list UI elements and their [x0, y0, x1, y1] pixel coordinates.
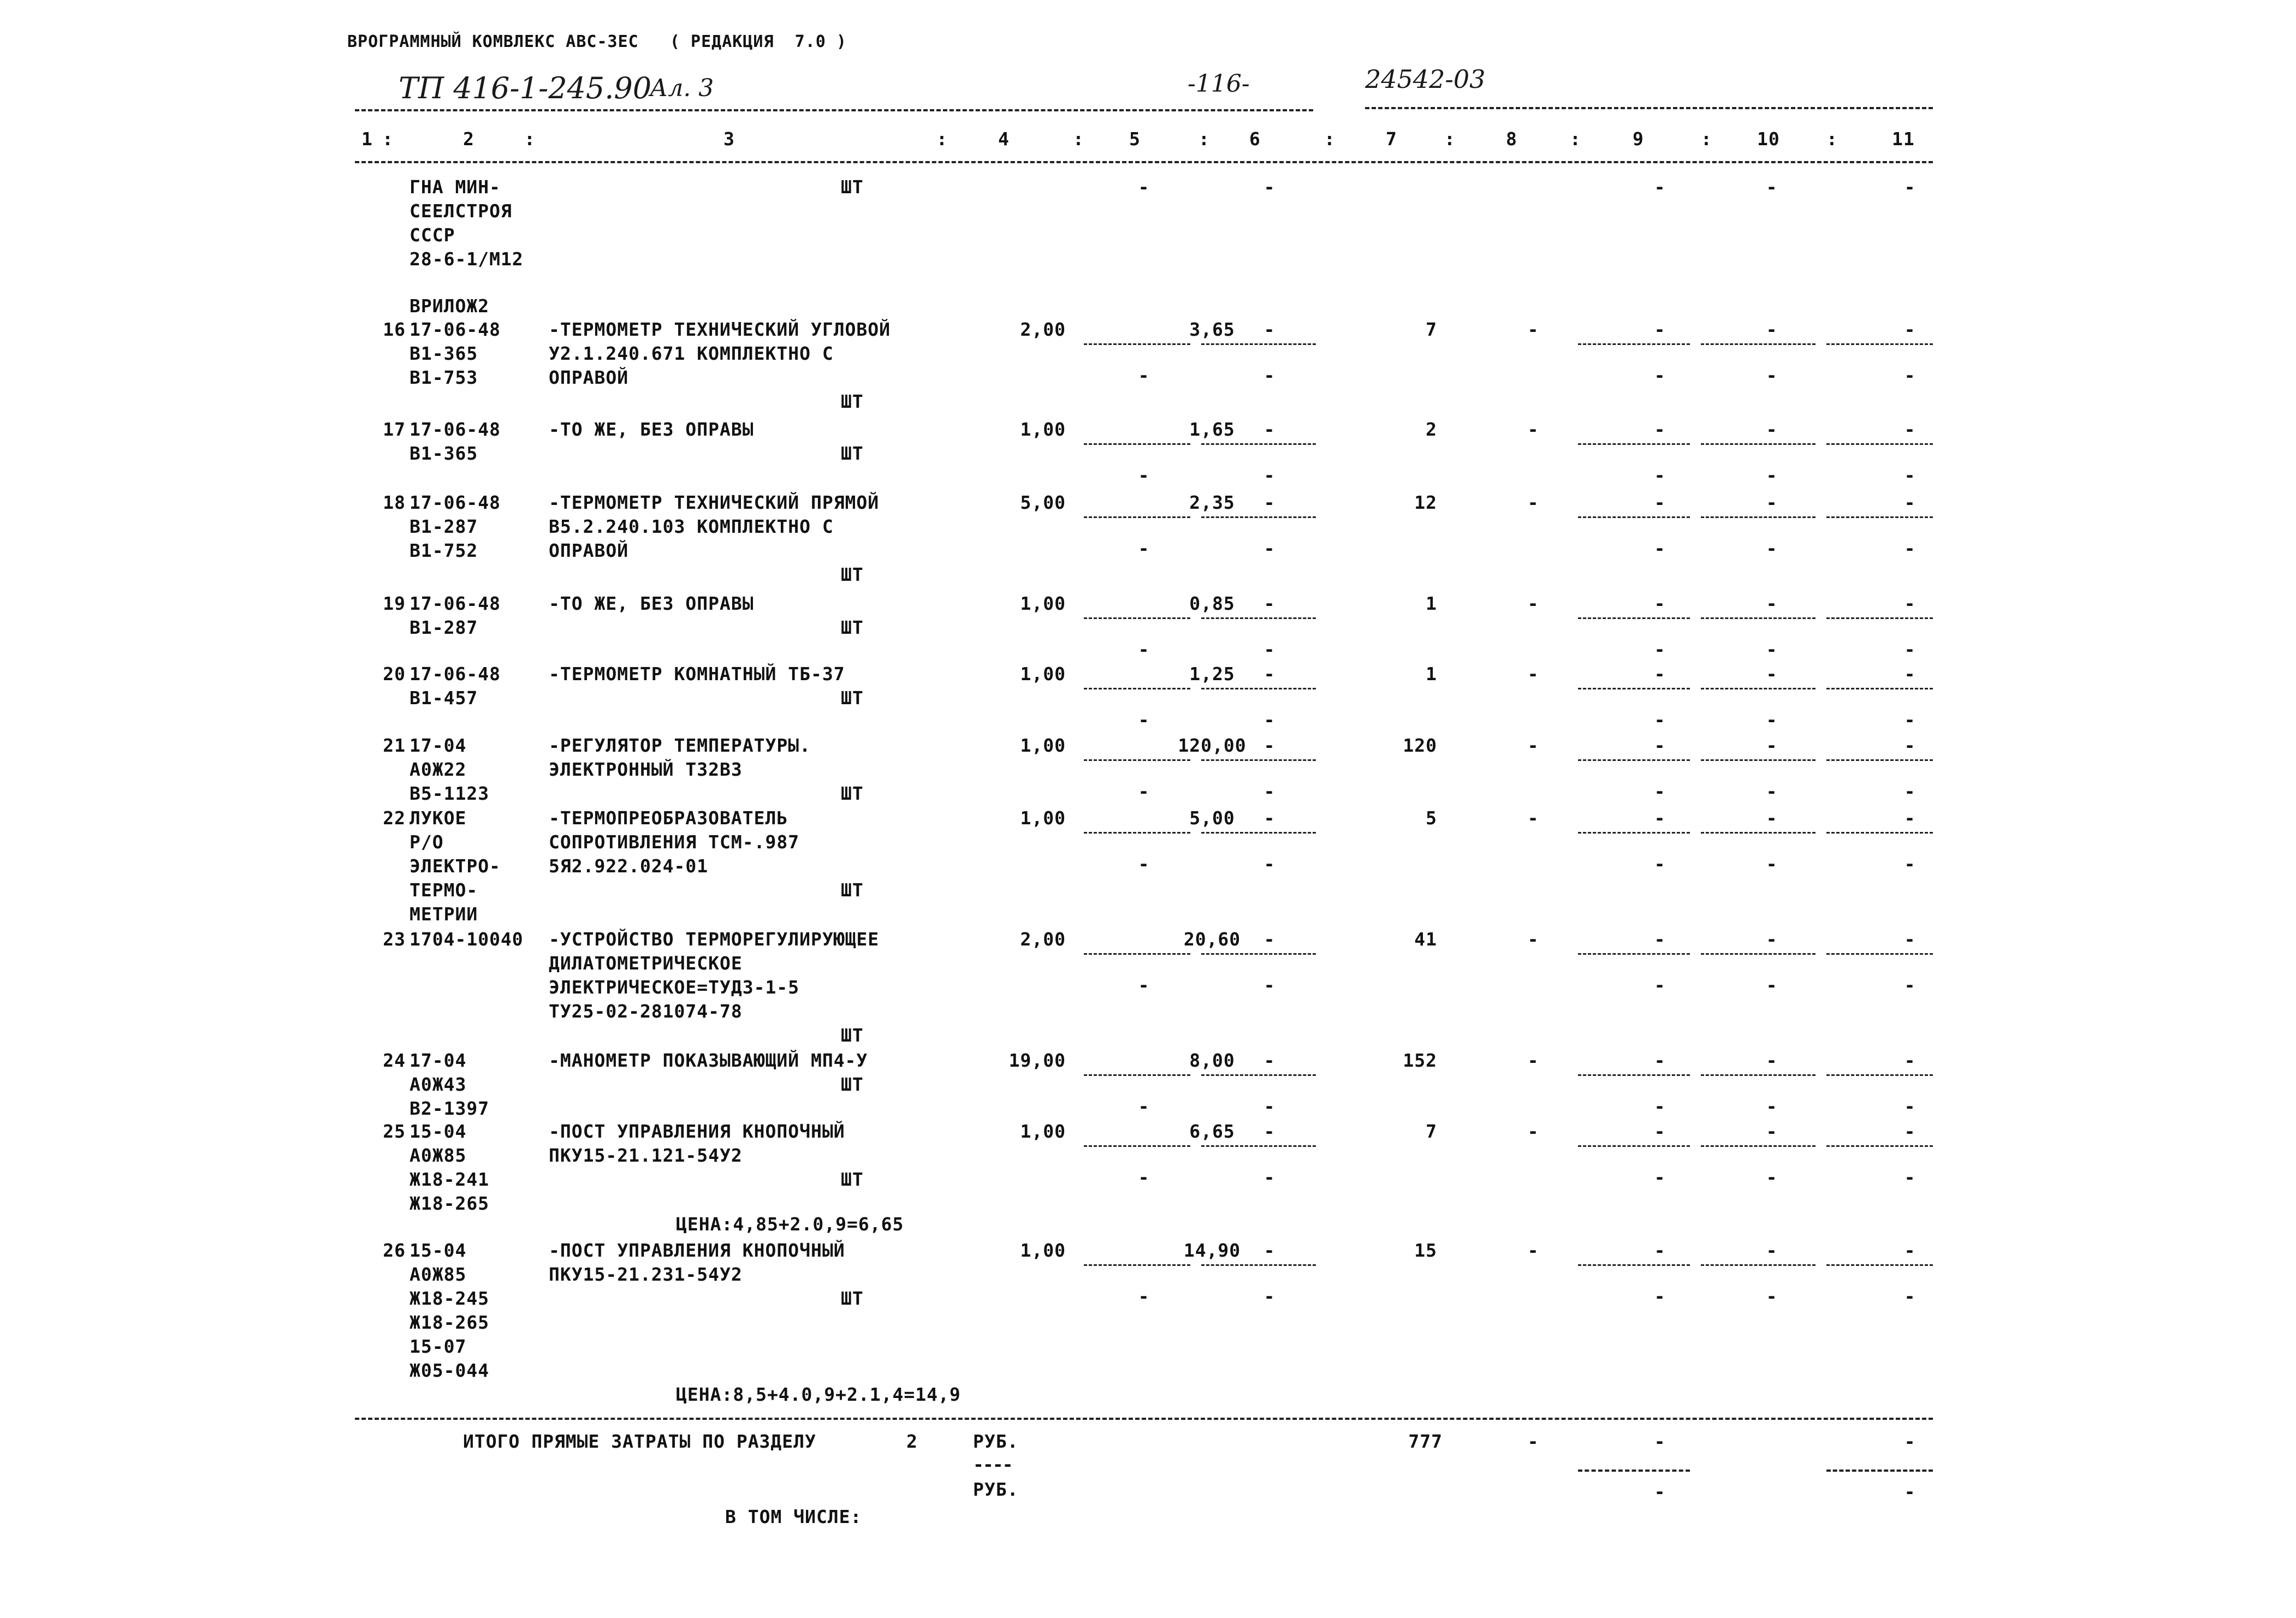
row-c6: - [1263, 492, 1275, 513]
row-code-line: 17-06-48 [410, 663, 501, 685]
program-header: ВРОГРАММНЫЙ КОМВЛЕКС АВС-3ЕС ( РЕДАКЦИЯ 7.0 ) [347, 32, 847, 51]
row-code-line: В1-365 [410, 343, 478, 364]
row-name-line: ЭЛЕКТРИЧЕСКОЕ=ТУДЗ-1-5 [549, 977, 800, 998]
row-code-line: 17-04 [410, 735, 467, 756]
row-code-line: ЛУКОЕ [410, 807, 467, 829]
project-code: ТП 416-1-245.90 [399, 71, 652, 105]
column-header-rule [355, 161, 1933, 163]
column-separator: : [1073, 128, 1084, 150]
row-c11: - [1904, 1050, 1916, 1071]
row-sub-dash: - [1138, 974, 1150, 996]
row-name-line: -ТЕРМОМЕТР КОМНАТНЫЙ ТБ-37 [549, 663, 845, 685]
row-c9: - [1654, 663, 1666, 685]
row-name-line: У2.1.240.671 КОМПЛЕКТНО С [549, 343, 834, 364]
row-unit: ШТ [841, 1074, 864, 1095]
row-sub-dash: - [1263, 709, 1275, 730]
column-header-c1: 1 [361, 128, 373, 150]
header-rule-left [355, 109, 1313, 111]
row-sub-dash: - [1138, 709, 1150, 730]
top-block-dash: - [1766, 176, 1778, 198]
row-sub-dash: - [1654, 781, 1666, 802]
row-code-line: ЭЛЕКТРО- [410, 855, 501, 877]
row-sub-dash: - [1904, 639, 1916, 660]
row-c11: - [1904, 1240, 1916, 1261]
row-unit: ШТ [841, 391, 864, 412]
row-c8: - [1527, 593, 1539, 614]
column-separator: : [1199, 128, 1210, 150]
row-number: 19 [383, 593, 406, 614]
top-block-code-line: 28-6-1/М12 [410, 248, 524, 270]
row-code-line: В1-365 [410, 443, 478, 464]
row-name-line: ДИЛАТОМЕТРИЧЕСКОЕ [549, 953, 743, 974]
row-name-line: -ПОСТ УПРАВЛЕНИЯ КНОПОЧНЫЙ [549, 1121, 845, 1142]
album-number: Ал. 3 [650, 74, 714, 102]
row-name-line: СОПРОТИВЛЕНИЯ ТСМ-.987 [549, 831, 800, 853]
column-separator: : [1324, 128, 1336, 150]
row-c8: - [1527, 492, 1539, 513]
column-header-c5: 5 [1129, 128, 1141, 150]
column-header-c11: 11 [1892, 128, 1915, 150]
row-c11: - [1904, 735, 1916, 756]
row-c8: - [1527, 929, 1539, 950]
row-name-line: -ТЕРМОПРЕОБРАЗОВАТЕЛЬ [549, 807, 788, 829]
row-c10: - [1766, 735, 1778, 756]
row-c6: - [1263, 1240, 1275, 1261]
row-c11: - [1904, 419, 1916, 440]
row-sub-dash: - [1904, 853, 1916, 875]
row-c9: - [1654, 593, 1666, 614]
row-name-line: -МАНОМЕТР ПОКАЗЫВАЮЩИЙ МП4-У [549, 1050, 868, 1071]
column-separator: : [1570, 128, 1581, 150]
row-quantity: 1,00 [1020, 1240, 1066, 1261]
row-unit: ШТ [841, 564, 864, 585]
row-c10: - [1766, 1121, 1778, 1142]
row-name-line: ПКУ15-21.231-54У2 [549, 1264, 743, 1285]
row-c6: - [1263, 319, 1275, 340]
row-quantity: 1,00 [1020, 593, 1066, 614]
row-sub-dash: - [1766, 465, 1778, 486]
top-block-dash: - [1904, 176, 1916, 198]
row-code-line: В2-1397 [410, 1098, 490, 1119]
row-sub-dash: - [1138, 639, 1150, 660]
row-sub-dash: - [1654, 365, 1666, 386]
row-name-line: -ТЕРМОМЕТР ТЕХНИЧЕСКИЙ ПРЯМОЙ [549, 492, 880, 513]
top-block-dash: - [1263, 176, 1275, 198]
row-name-line: ОПРАВОЙ [549, 367, 629, 388]
row-sub-dash: - [1138, 1096, 1150, 1117]
row-c11: - [1904, 929, 1916, 950]
totals-c8: - [1527, 1431, 1539, 1452]
row-sub-dash: - [1138, 853, 1150, 875]
row-sub-dash: - [1766, 1286, 1778, 1307]
row-c8: - [1527, 1050, 1539, 1071]
row-c10: - [1766, 929, 1778, 950]
row-code-line: Ж18-265 [410, 1193, 490, 1214]
row-code-line: А0Ж22 [410, 759, 467, 780]
row-c11: - [1904, 807, 1916, 829]
row-sub-dash: - [1654, 1096, 1666, 1117]
row-c9: - [1654, 1240, 1666, 1261]
top-block-code-line: СССР [410, 224, 455, 246]
row-c11: - [1904, 492, 1916, 513]
row-c6: - [1263, 807, 1275, 829]
row-unit: ШТ [841, 879, 864, 901]
row-sub-dash: - [1138, 365, 1150, 386]
row-sub-dash: - [1654, 639, 1666, 660]
row-code-line: МЕТРИИ [410, 903, 478, 925]
totals-label: ИТОГО ПРЯМЫЕ ЗАТРАТЫ ПО РАЗДЕЛУ [463, 1431, 816, 1452]
row-quantity: 5,00 [1020, 492, 1066, 513]
column-header-c7: 7 [1386, 128, 1397, 150]
document-number: 24542-03 [1365, 64, 1486, 94]
row-code-line: В1-752 [410, 540, 478, 561]
row-sub-dash: - [1904, 709, 1916, 730]
row-code-line: Ж18-265 [410, 1312, 490, 1333]
row-sub-dash: - [1766, 365, 1778, 386]
row-unit: ШТ [841, 443, 864, 464]
row-code-line: 17-04 [410, 1050, 467, 1071]
top-block-code-line: ГНА МИН- [410, 176, 501, 198]
row-total: 1 [1426, 663, 1437, 685]
row-c9: - [1654, 807, 1666, 829]
column-separator: : [1826, 128, 1838, 150]
row-total: 15 [1414, 1240, 1437, 1261]
row-unit: ШТ [841, 783, 864, 804]
row-code-line: 17-06-48 [410, 492, 501, 513]
row-c11: - [1904, 593, 1916, 614]
row-unit-price: 0,85 [1189, 593, 1235, 614]
row-sub-dash: - [1138, 465, 1150, 486]
row-sub-dash: - [1904, 1096, 1916, 1117]
row-sub-dash: - [1138, 538, 1150, 559]
row-code-line: 1704-10040 [410, 929, 524, 950]
row-unit-price: 8,00 [1189, 1050, 1235, 1071]
row-c8: - [1527, 419, 1539, 440]
totals-amount: 777 [1408, 1431, 1443, 1452]
row-name-line: ТУ25-02-281074-78 [549, 1001, 743, 1022]
row-name-line: ПКУ15-21.121-54У2 [549, 1145, 743, 1166]
row-sub-dash: - [1904, 1167, 1916, 1188]
row-total: 5 [1426, 807, 1437, 829]
row-c10: - [1766, 319, 1778, 340]
column-header-c8: 8 [1506, 128, 1517, 150]
row-sub-dash: - [1263, 365, 1275, 386]
row-c8: - [1527, 663, 1539, 685]
row-c6: - [1263, 663, 1275, 685]
row-c6: - [1263, 735, 1275, 756]
row-code-line: В5-1123 [410, 783, 490, 804]
row-number: 24 [383, 1050, 406, 1071]
row-c10: - [1766, 492, 1778, 513]
row-total: 41 [1414, 929, 1437, 950]
row-sub-dash: - [1263, 853, 1275, 875]
row-number: 16 [383, 319, 406, 340]
row-sub-dash: - [1138, 781, 1150, 802]
top-block-code-line: СЕЕЛСТРОЯ [410, 200, 512, 222]
row-unit: ШТ [841, 1169, 864, 1190]
row-code-line: В1-287 [410, 516, 478, 537]
row-name-line: В5.2.240.103 КОМПЛЕКТНО С [549, 516, 834, 537]
row-c9: - [1654, 735, 1666, 756]
row-sub-dash: - [1263, 465, 1275, 486]
row-c9: - [1654, 1050, 1666, 1071]
row-sub-dash: - [1654, 538, 1666, 559]
row-quantity: 2,00 [1020, 929, 1066, 950]
row-c6: - [1263, 929, 1275, 950]
row-c8: - [1527, 1240, 1539, 1261]
row-unit-price: 1,65 [1189, 419, 1235, 440]
row-price-note: ЦЕНА:8,5+4.0,9+2.1,4=14,9 [676, 1384, 961, 1405]
header-rule-right [1365, 107, 1933, 109]
row-name-line: -РЕГУЛЯТОР ТЕМПЕРАТУРЫ. [549, 735, 811, 756]
top-block-unit: ШТ [841, 176, 864, 198]
row-code-line: Ж18-241 [410, 1169, 490, 1190]
totals-including: В ТОМ ЧИСЛЕ: [725, 1506, 862, 1527]
totals-c9: - [1654, 1431, 1666, 1452]
row-sub-dash: - [1904, 465, 1916, 486]
totals-section: 2 [906, 1431, 918, 1452]
row-sub-dash: - [1904, 974, 1916, 996]
row-code-line: Р/О [410, 831, 444, 853]
row-c10: - [1766, 807, 1778, 829]
row-quantity: 1,00 [1020, 663, 1066, 685]
row-code-line: 15-07 [410, 1336, 467, 1357]
row-quantity: 1,00 [1020, 807, 1066, 829]
row-sub-dash: - [1654, 974, 1666, 996]
row-unit: ШТ [841, 617, 864, 638]
column-header-c9: 9 [1633, 128, 1644, 150]
row-code-line: Ж05-044 [410, 1360, 490, 1381]
row-code-line: 17-06-48 [410, 419, 501, 440]
row-sub-dash: - [1766, 709, 1778, 730]
row-total: 12 [1414, 492, 1437, 513]
totals-currency: РУБ. [973, 1431, 1019, 1452]
row-quantity: 2,00 [1020, 319, 1066, 340]
row-sub-dash: - [1766, 781, 1778, 802]
row-sub-dash: - [1263, 781, 1275, 802]
row-name-line: -ПОСТ УПРАВЛЕНИЯ КНОПОЧНЫЙ [549, 1240, 845, 1261]
row-number: 18 [383, 492, 406, 513]
row-sub-dash: - [1263, 538, 1275, 559]
column-separator: : [524, 128, 536, 150]
row-code-line: 17-06-48 [410, 319, 501, 340]
column-separator: : [1701, 128, 1712, 150]
row-total: 7 [1426, 319, 1437, 340]
row-number: 17 [383, 419, 406, 440]
note-pril: ВРИЛОЖ2 [410, 295, 490, 317]
row-c8: - [1527, 807, 1539, 829]
row-sub-dash: - [1904, 365, 1916, 386]
row-number: 22 [383, 807, 406, 829]
row-c8: - [1527, 319, 1539, 340]
row-unit-price: 1,25 [1189, 663, 1235, 685]
row-sub-dash: - [1263, 974, 1275, 996]
row-sub-dash: - [1138, 1286, 1150, 1307]
row-name-line: ОПРАВОЙ [549, 540, 629, 561]
row-sub-dash: - [1263, 1096, 1275, 1117]
row-code-line: 15-04 [410, 1121, 467, 1142]
row-c10: - [1766, 1050, 1778, 1071]
row-unit: ШТ [841, 1025, 864, 1046]
row-price-note: ЦЕНА:4,85+2.0,9=6,65 [676, 1214, 904, 1235]
row-number: 21 [383, 735, 406, 756]
column-separator: : [936, 128, 948, 150]
row-c10: - [1766, 593, 1778, 614]
row-code-line: А0Ж43 [410, 1074, 467, 1095]
row-unit-price: 3,65 [1189, 319, 1235, 340]
row-number: 23 [383, 929, 406, 950]
row-sub-dash: - [1138, 1167, 1150, 1188]
row-sub-dash: - [1654, 709, 1666, 730]
row-sub-dash: - [1766, 639, 1778, 660]
totals-rule [355, 1418, 1933, 1420]
row-sub-dash: - [1904, 538, 1916, 559]
row-sub-dash: - [1766, 853, 1778, 875]
row-unit-price: 2,35 [1189, 492, 1235, 513]
row-c6: - [1263, 419, 1275, 440]
row-unit-price: 120,00 [1178, 735, 1247, 756]
row-unit-price: 5,00 [1189, 807, 1235, 829]
row-c9: - [1654, 1121, 1666, 1142]
row-code-line: 17-06-48 [410, 593, 501, 614]
row-c11: - [1904, 1121, 1916, 1142]
row-name-line: -УСТРОЙСТВО ТЕРМОРЕГУЛИРУЮЩЕЕ [549, 929, 880, 950]
row-sub-dash: - [1766, 538, 1778, 559]
row-name-line: 5Я2.922.024-01 [549, 855, 709, 877]
row-c11: - [1904, 319, 1916, 340]
column-header-c4: 4 [998, 128, 1010, 150]
row-number: 20 [383, 663, 406, 685]
row-c11: - [1904, 663, 1916, 685]
row-c9: - [1654, 419, 1666, 440]
row-number: 25 [383, 1121, 406, 1142]
row-c6: - [1263, 593, 1275, 614]
totals-c11-2: - [1904, 1481, 1916, 1502]
row-code-line: А0Ж85 [410, 1264, 467, 1285]
row-c6: - [1263, 1050, 1275, 1071]
row-code-line: А0Ж85 [410, 1145, 467, 1166]
row-total: 1 [1426, 593, 1437, 614]
row-c9: - [1654, 929, 1666, 950]
totals-c11: - [1904, 1431, 1916, 1452]
row-total: 120 [1403, 735, 1437, 756]
row-c10: - [1766, 419, 1778, 440]
column-separator: : [382, 128, 394, 150]
row-sub-dash: - [1766, 1167, 1778, 1188]
row-sub-dash: - [1654, 1167, 1666, 1188]
totals-c9-2: - [1654, 1481, 1666, 1502]
page-number: -116- [1188, 70, 1250, 98]
row-total: 2 [1426, 419, 1437, 440]
row-c9: - [1654, 492, 1666, 513]
column-header-c2: 2 [463, 128, 474, 150]
row-name-line: ЭЛЕКТРОННЫЙ Т32ВЗ [549, 759, 743, 780]
row-quantity: 1,00 [1020, 419, 1066, 440]
column-header-c6: 6 [1249, 128, 1261, 150]
row-name-line: -ТО ЖЕ, БЕЗ ОПРАВЫ [549, 593, 754, 614]
row-unit-price: 6,65 [1189, 1121, 1235, 1142]
column-header-c3: 3 [723, 128, 735, 150]
row-unit: ШТ [841, 1288, 864, 1309]
row-unit: ШТ [841, 687, 864, 709]
row-sub-dash: - [1263, 1167, 1275, 1188]
row-quantity: 19,00 [1008, 1050, 1066, 1071]
row-number: 26 [383, 1240, 406, 1261]
row-total: 152 [1403, 1050, 1437, 1071]
row-sub-dash: - [1654, 465, 1666, 486]
row-sub-dash: - [1904, 781, 1916, 802]
row-sub-dash: - [1654, 1286, 1666, 1307]
row-sub-dash: - [1654, 853, 1666, 875]
row-sub-dash: - [1263, 1286, 1275, 1307]
row-c6: - [1263, 1121, 1275, 1142]
row-sub-dash: - [1904, 1286, 1916, 1307]
column-separator: : [1444, 128, 1456, 150]
row-unit-price: 14,90 [1183, 1240, 1241, 1261]
row-code-line: Ж18-245 [410, 1288, 490, 1309]
top-block-dash: - [1138, 176, 1150, 198]
row-unit-price: 20,60 [1183, 929, 1241, 950]
row-total: 7 [1426, 1121, 1437, 1142]
row-sub-dash: - [1263, 639, 1275, 660]
row-c10: - [1766, 1240, 1778, 1261]
row-c9: - [1654, 319, 1666, 340]
totals-currency-2: РУБ. [973, 1479, 1019, 1500]
row-name-line: -ТЕРМОМЕТР ТЕХНИЧЕСКИЙ УГЛОВОЙ [549, 319, 891, 340]
row-c8: - [1527, 1121, 1539, 1142]
row-sub-dash: - [1766, 974, 1778, 996]
row-c8: - [1527, 735, 1539, 756]
row-quantity: 1,00 [1020, 1121, 1066, 1142]
row-code-line: ТЕРМО- [410, 879, 478, 901]
row-code-line: В1-287 [410, 617, 478, 638]
row-quantity: 1,00 [1020, 735, 1066, 756]
row-sub-dash: - [1766, 1096, 1778, 1117]
row-code-line: 15-04 [410, 1240, 467, 1261]
row-code-line: В1-753 [410, 367, 478, 388]
row-c10: - [1766, 663, 1778, 685]
column-header-c10: 10 [1757, 128, 1780, 150]
top-block-dash: - [1654, 176, 1666, 198]
row-name-line: -ТО ЖЕ, БЕЗ ОПРАВЫ [549, 419, 754, 440]
row-code-line: В1-457 [410, 687, 478, 709]
